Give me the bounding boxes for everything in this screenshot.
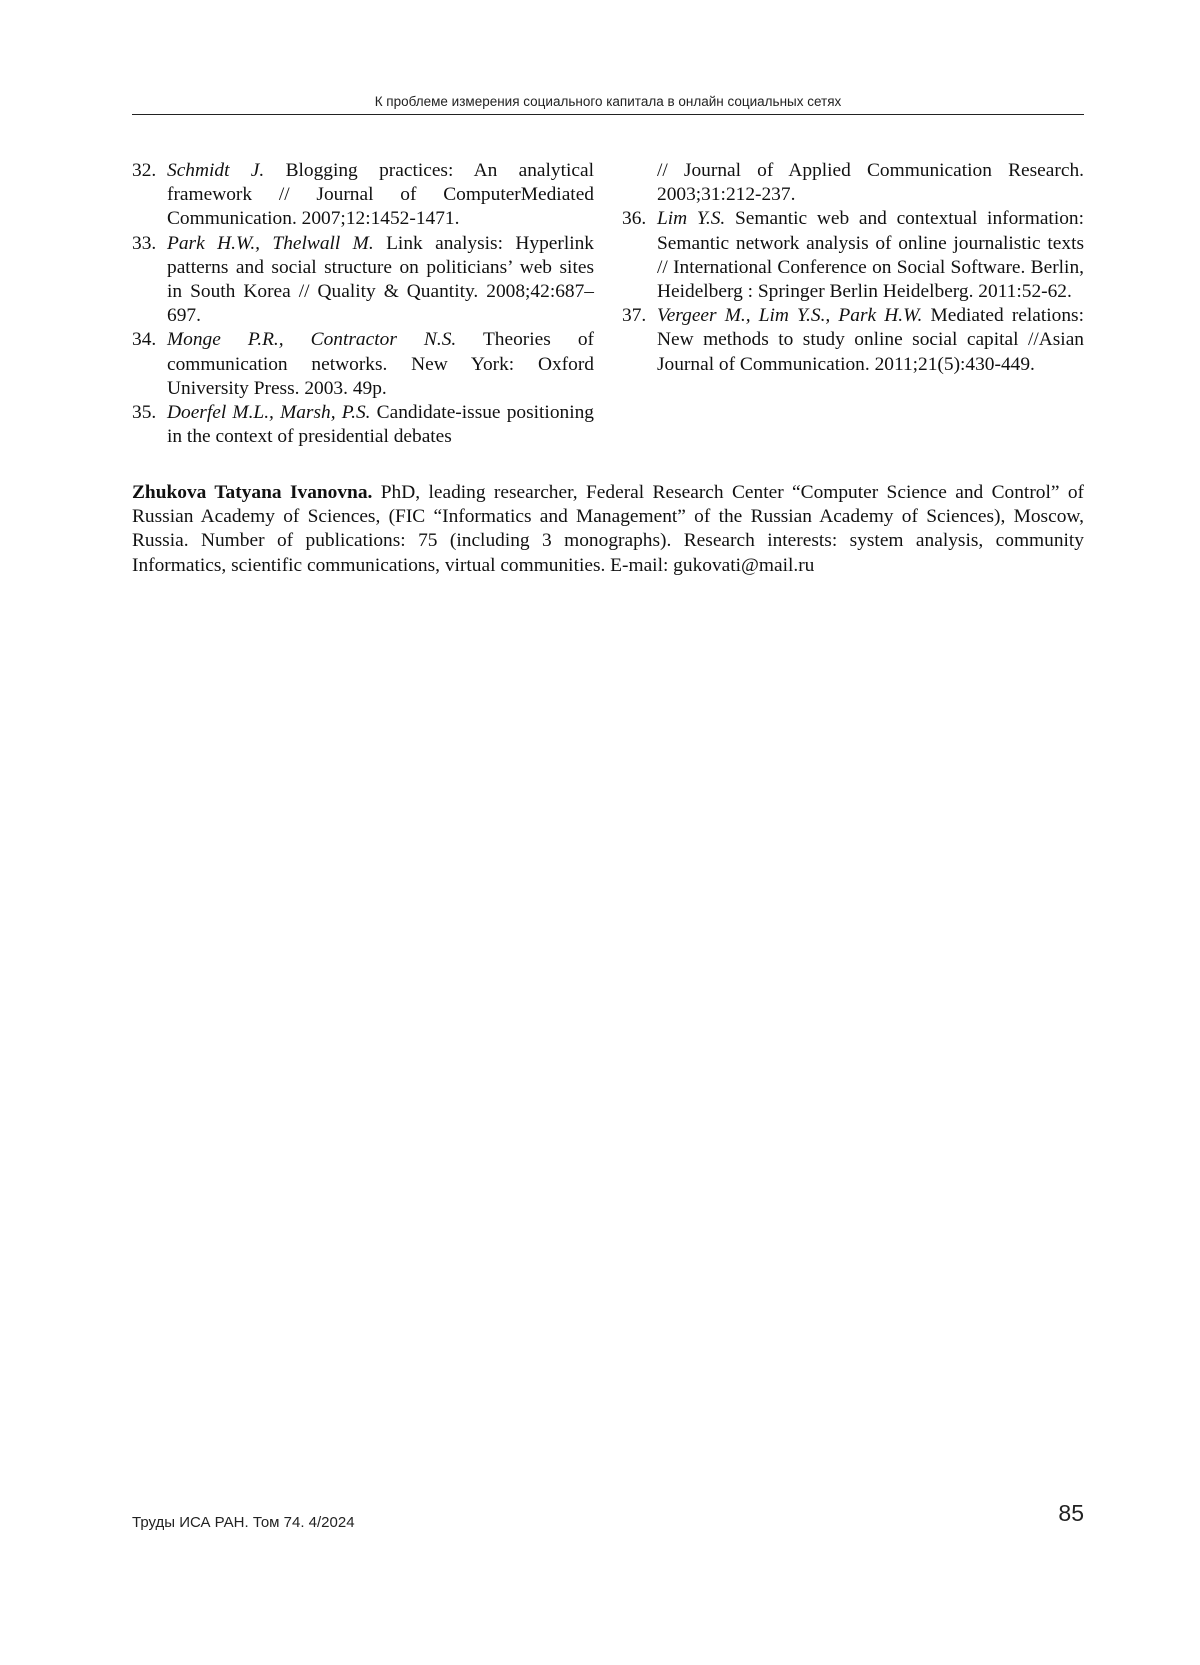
reference-body <box>167 232 594 329</box>
reference-number: 33. <box>132 232 157 254</box>
reference-authors: Vergeer M., Lim Y.S., Park H.W. <box>657 305 923 327</box>
journal-footer: Труды ИСА РАН. Том 74. 4/2024 <box>132 1514 355 1531</box>
reference-text: Candidate-issue positioning in the context of presidential debates <box>167 402 594 448</box>
reference-body <box>167 401 594 449</box>
right-column <box>622 159 1084 449</box>
reference-text: Theories of communication networks. New York: Oxford University Press. 2003. 49p. <box>167 329 594 399</box>
reference-continuation: // Journal of Applied Communication Research. 2003;31:212-237. <box>657 160 1084 206</box>
reference-text: Link analysis: Hyperlink patterns and social structure on politicians’ web sites in South Korea // Quality & Quantity. 2008;42:687–697. <box>167 232 594 327</box>
author-name: Zhukova Tatyana Ivanovna. <box>132 482 373 503</box>
author-bio-text: PhD, leading researcher, Federal Research Center “Computer Science and Control” of Russian Academy of Sciences, (FIC “Informatics and Management” of the Russian Academy of Sciences), Moscow, Russia. Number of publications: 75 (including 3 monographs). Research interests: system analysis, community Informatics, scientific communications, virtual communities. E-mail: gukovati@mail.ru <box>132 482 1084 576</box>
reference-number: 36. <box>622 208 647 230</box>
reference-number: 37. <box>622 305 647 327</box>
reference-text: Blogging practices: An analytical framework // Journal of ComputerMediated Communication. 2007;12:1452-1471. <box>167 160 594 230</box>
left-column <box>132 159 594 449</box>
reference-item <box>132 328 594 401</box>
reference-authors: Lim Y.S. <box>657 208 726 230</box>
reference-number: 34. <box>132 329 157 351</box>
reference-number: 32. <box>132 160 157 181</box>
reference-authors: Schmidt J. <box>167 160 265 181</box>
reference-body <box>657 304 1084 377</box>
running-title: К проблеме измерения социального капитала в онлайн социальных сетях <box>374 94 842 109</box>
reference-item <box>132 159 594 232</box>
page-number: 85 <box>1058 1500 1084 1526</box>
reference-authors: Park H.W., Thelwall M. <box>167 232 374 254</box>
reference-item <box>132 232 594 329</box>
reference-number: 35. <box>132 402 157 424</box>
reference-item <box>132 401 594 449</box>
reference-text: Mediated relations: New methods to study online social capital //Asian Journal of Communication. 2011;21(5):430-449. <box>657 305 1084 375</box>
reference-body <box>167 328 594 401</box>
author-bio <box>132 481 1084 578</box>
reference-authors: Doerfel M.L., Marsh, P.S. <box>167 402 371 424</box>
header-rule <box>132 114 1084 115</box>
reference-text: Semantic web and contextual information: Semantic network analysis of online journalistic texts // International Conference on Social Software. Berlin, Heidelberg : Springer Berlin Heidelberg. 2011:52-62. <box>657 208 1084 303</box>
reference-columns <box>132 159 1084 449</box>
reference-authors: Monge P.R., Contractor N.S. <box>167 329 457 351</box>
reference-body <box>167 159 594 232</box>
reference-item <box>622 304 1084 377</box>
reference-item <box>622 207 1084 304</box>
reference-body <box>657 207 1084 304</box>
